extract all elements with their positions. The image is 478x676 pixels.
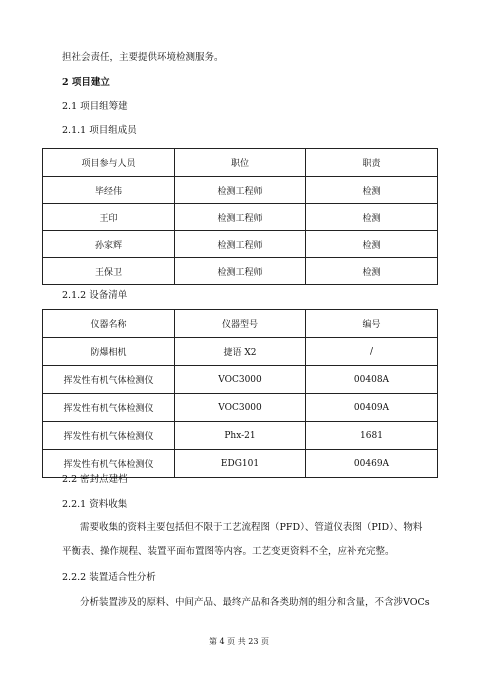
members-table <box>42 148 438 285</box>
table-row <box>43 258 438 285</box>
table-cell: 挥发性有机气体检测仪 <box>43 450 175 478</box>
table-cell: EDG101 <box>175 450 306 478</box>
header-cell: 职位 <box>175 149 306 177</box>
table-row <box>43 394 438 422</box>
section-2-1-heading: 2.1 项目组筹建 <box>62 101 128 112</box>
section-2-1-1-heading: 2.1.1 项目组成员 <box>62 125 137 136</box>
table-cell: 防爆相机 <box>43 338 175 366</box>
table-cell: 00408A <box>306 366 438 394</box>
table-header-row <box>43 310 438 338</box>
table-cell: 孙家辉 <box>43 231 175 258</box>
table-row <box>43 231 438 258</box>
paragraph-line: 平衡表、操作规程、装置平面布置图等内容。工艺变更资料不全，应补充完整。 <box>62 546 395 557</box>
table-cell: 1681 <box>306 422 438 450</box>
paragraph-line: 分析装置涉及的原料、中间产品、最终产品和各类助剂的组分和含量，不含涉VOCs <box>80 597 430 608</box>
header-cell: 职责 <box>306 149 438 177</box>
table-cell: 挥发性有机气体检测仪 <box>43 422 175 450</box>
table-row <box>43 422 438 450</box>
header-cell: 仪器型号 <box>175 310 306 338</box>
table-cell: VOC3000 <box>175 366 306 394</box>
table-cell: 王保卫 <box>43 258 175 285</box>
section-2-1-2-heading: 2.1.2 设备清单 <box>62 290 128 301</box>
table-cell: VOC3000 <box>175 394 306 422</box>
table-cell: 00409A <box>306 394 438 422</box>
table-header-row <box>43 149 438 177</box>
table-cell: 毕经伟 <box>43 177 175 204</box>
table-row <box>43 177 438 204</box>
intro-line: 担社会责任，主要提供环境检测服务。 <box>62 52 224 63</box>
equipment-table <box>42 309 438 478</box>
table-cell: 检测 <box>306 204 438 231</box>
table-cell: 检测工程师 <box>175 177 306 204</box>
table-row <box>43 366 438 394</box>
header-cell: 编号 <box>306 310 438 338</box>
table-row <box>43 338 438 366</box>
table-cell: / <box>306 338 438 366</box>
page-footer: 第 4 页 共 23 页 <box>209 637 269 646</box>
table-cell: 检测工程师 <box>175 231 306 258</box>
table-cell: 捷语 X2 <box>175 338 306 366</box>
table-cell: 检测 <box>306 177 438 204</box>
section-2-2-1-heading: 2.2.1 资料收集 <box>62 499 128 510</box>
table-cell: 检测 <box>306 258 438 285</box>
table-cell: 00469A <box>306 450 438 478</box>
paragraph-line: 需要收集的资料主要包括但不限于工艺流程图（PFD）、管道仪表图（PID）、物料 <box>80 522 423 533</box>
section-2-heading: 2 项目建立 <box>62 77 110 88</box>
table-cell: 王印 <box>43 204 175 231</box>
table-cell: 检测 <box>306 231 438 258</box>
section-2-2-2-heading: 2.2.2 装置适合性分析 <box>62 572 156 583</box>
table-cell: 挥发性有机气体检测仪 <box>43 366 175 394</box>
table-cell: 挥发性有机气体检测仪 <box>43 394 175 422</box>
table-cell: 检测工程师 <box>175 258 306 285</box>
section-2-2-heading: 2.2 密封点建档 <box>62 474 128 485</box>
table-cell: Phx-21 <box>175 422 306 450</box>
table-row <box>43 204 438 231</box>
table-cell: 检测工程师 <box>175 204 306 231</box>
header-cell: 项目参与人员 <box>43 149 175 177</box>
header-cell: 仪器名称 <box>43 310 175 338</box>
